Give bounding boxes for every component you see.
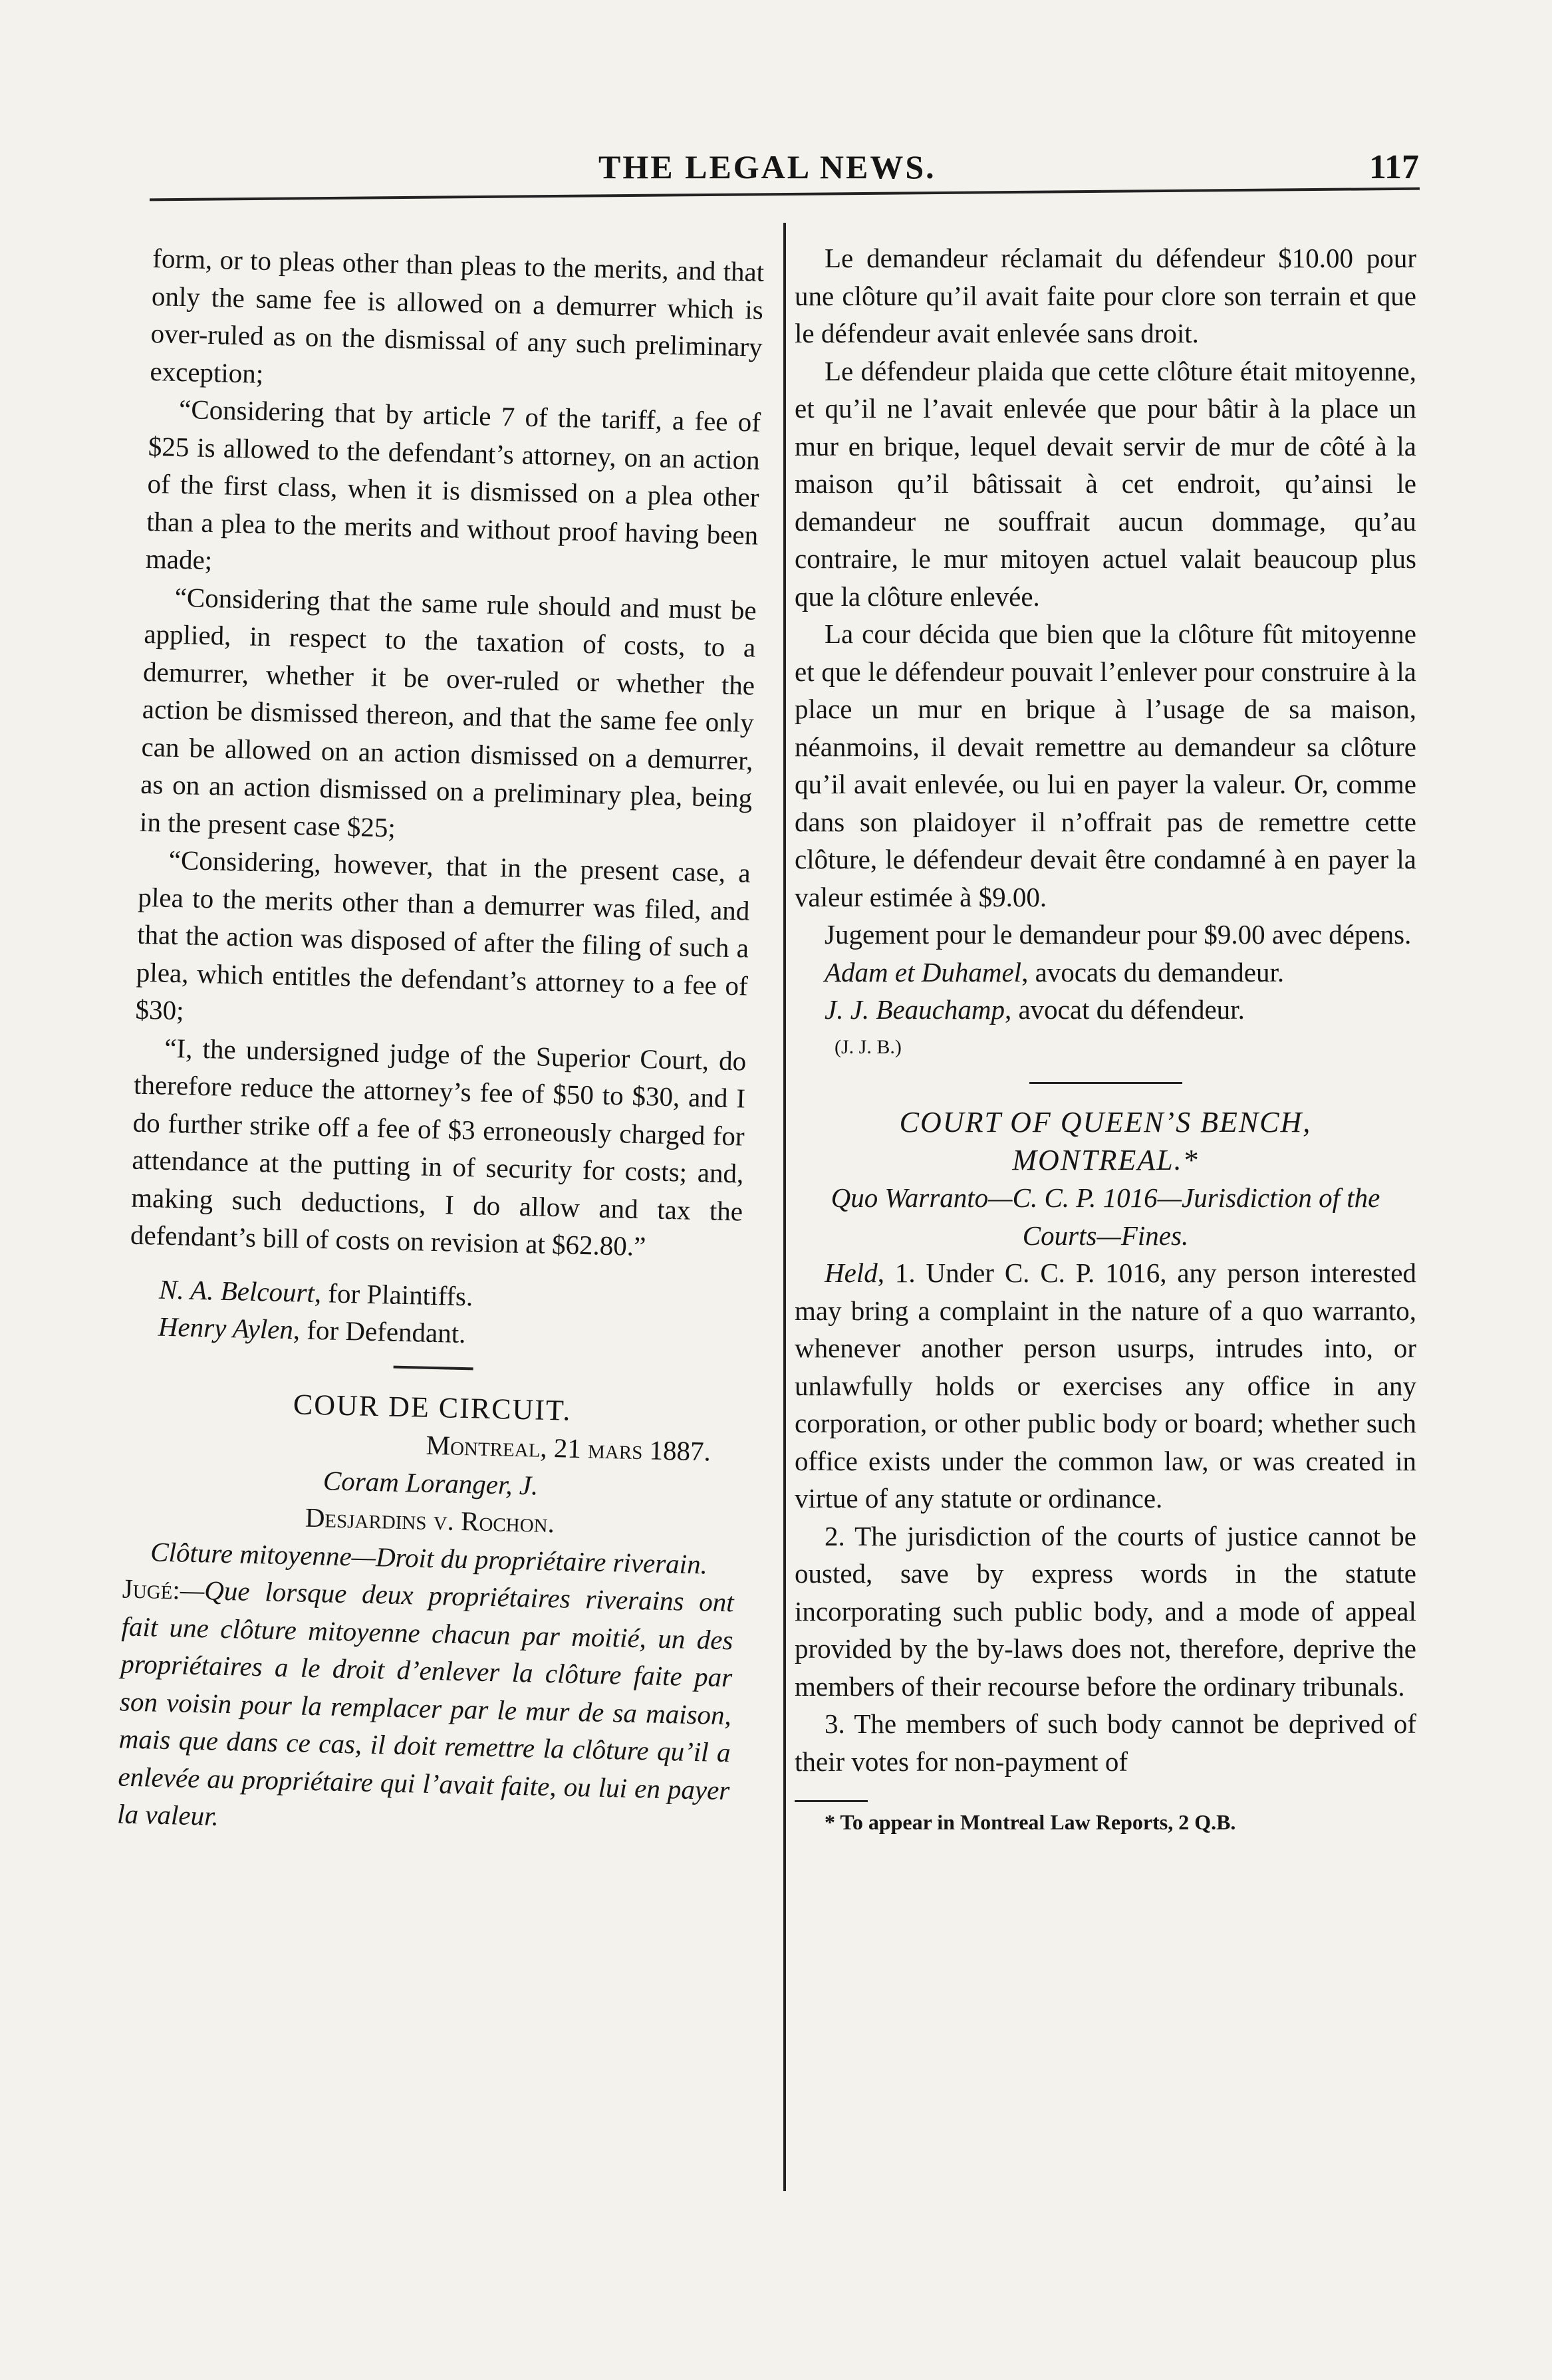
- coram: Coram Loranger, J.: [323, 1464, 539, 1501]
- juge-label: Jugé:: [122, 1573, 181, 1605]
- case-subject-right: Quo Warranto—C. C. P. 1016—Jurisdiction of the Courts—Fines.: [831, 1182, 1380, 1251]
- footnote-rule: [795, 1800, 868, 1802]
- judgment-paragraph: Jugement pour le demandeur pour $9.00 avec dépens.: [825, 919, 1412, 950]
- intro-paragraph: form, or to pleas other than pleas to the merits, and that only the same fee is allowed on a demurrer which is over-ruled as on the dismissal of any such preliminary exception;: [149, 242, 765, 389]
- case-subject: Clôture mitoyenne—Droit du propriétaire riverain.: [150, 1535, 708, 1579]
- advocate-plaintiff-role: , avocats du demandeur.: [1021, 956, 1285, 988]
- advocate-plaintiff: [795, 954, 1416, 992]
- counsel-defendant-role: , for Defendant.: [293, 1314, 466, 1349]
- court-heading: COUR DE CIRCUIT.: [293, 1387, 573, 1427]
- considering-paragraph-3: “Considering, however, that in the present case, a plea to the merits other than a demurrer was filed, and that the action was disposed of after the filing of such a plea, which entitles the defendant’s attorney to a fee of $30;: [135, 844, 751, 1026]
- reporter-initials: (J. J. B.): [835, 1035, 902, 1058]
- counsel-plaintiffs-role: , for Plaintiffs.: [314, 1277, 473, 1311]
- held-paragraph-2: 2. The jurisdiction of the courts of justice cannot be ousted, save by express words in the statute incorporating such public body, and a mode of appeal provided by the by-laws does not, therefore, deprive the members of their recourse before the ordinary tribunals.: [795, 1520, 1416, 1702]
- undersigned-paragraph: “I, the undersigned judge of the Superior Court, do therefore reduce the attorney’s fee of $50 to $30, and I do further strike off a fee of $3 erroneously charged for attendance at the putting in of security for costs; and, making such deductions, I do allow and tax the defendant’s bill of costs on revision at $62.80.”: [130, 1032, 747, 1262]
- facts-paragraph-1: Le demandeur réclamait du défendeur $10.00 pour une clôture qu’il avait faite pour clore son terrain et que le défendeur avait enlevée sans droit.: [795, 243, 1416, 348]
- page-number: 117: [1368, 148, 1419, 186]
- court-heading-line-1: COURT OF QUEEN’S BENCH,: [899, 1106, 1312, 1138]
- section-divider-right: [1029, 1082, 1182, 1084]
- counsel-defendant-name: Henry Aylen: [158, 1311, 294, 1345]
- juge-text: —Que lorsque deux propriétaires riverains ont fait une clôture mitoyenne chacun par moitié, un des propriétaires a le droit d’enlever la clôture faite par son voisin pour la remplacer par le mur de sa maison, mais que dans ce cas, il doit remettre la clôture qu’il a enlevée au propriétaire qui l’avait faite, ou lui en payer la valeur.: [116, 1574, 735, 1831]
- case-parties: Desjardins v. Rochon.: [305, 1502, 555, 1539]
- counsel-plaintiffs-name: N. A. Belcourt: [158, 1273, 315, 1308]
- held-paragraph-1: [795, 1254, 1416, 1518]
- decision-paragraph: La cour décida que bien que la clôture fût mitoyenne et que le défendeur pouvait l’enlever pour construire à la place un mur en brique à l’usage de sa maison, néanmoins, il devait remettre au demandeur sa clôture qu’il avait enlevée, ou lui en payer la valeur. Or, comme dans son plaidoyer il n’offrait pas de remettre cette clôture, le défendeur devait être condamné à en payer la valeur estimée à $9.00.: [795, 618, 1416, 912]
- footnote: * To appear in Montreal Law Reports, 2 Q.B.: [825, 1810, 1236, 1834]
- advocate-plaintiff-names: Adam et Duhamel: [825, 956, 1022, 988]
- advocate-defendant-names: J. J. Beauchamp: [825, 994, 1005, 1025]
- running-header: [0, 148, 1552, 194]
- held-text-1: , 1. Under C. C. P. 1016, any person interested may bring a complaint in the nature of a quo warranto, whenever another person usurps, intrudes into, or unlawfully holds or exercises any office in any corporation, or other public body or board; whether such office exists under the common law, or was created in virtue of any statute or ordinance.: [795, 1257, 1416, 1514]
- column-divider: [783, 223, 786, 2191]
- advocate-defendant-role: , avocat du défendeur.: [1004, 994, 1245, 1025]
- holding: [117, 1569, 735, 1846]
- right-column: [795, 239, 1416, 1835]
- considering-paragraph-1: “Considering that by article 7 of the tariff, a fee of $25 is allowed to the defendant’s attorney, on an action of the first class, when it is dismissed on a plea other than a plea to the merits and without proof having been made;: [145, 393, 761, 576]
- held-paragraph-3: 3. The members of such body cannot be deprived of their votes for non-payment of: [795, 1708, 1416, 1777]
- considering-paragraph-2: “Considering that the same rule should and must be applied, in respect to the taxation of costs, to a demurrer, whether it be over-ruled or whether the action be dismissed thereon, and that the same fee only can be allowed on an action dismissed on a demurrer, as on an action dismissed on a preliminary plea, being in the present case $25;: [139, 581, 757, 843]
- section-divider: [394, 1365, 473, 1370]
- place-date: Montreal, 21 mars 1887.: [426, 1429, 711, 1467]
- facts-paragraph-2: Le défendeur plaida que cette clôture était mitoyenne, et qu’il ne l’avait enlevée que pour bâtir à la place un mur en brique, lequel devait servir de mur de côté à la maison qu’il bâtissait à cet endroit, qu’ainsi le demandeur ne souffrait aucun dommage, qu’au contraire, le mur mitoyen actuel valait beaucoup plus que la clôture enlevée.: [795, 355, 1416, 612]
- advocate-defendant: [795, 991, 1416, 1029]
- journal-title: THE LEGAL NEWS.: [598, 148, 936, 186]
- court-heading-line-2: MONTREAL.*: [1012, 1143, 1199, 1176]
- left-column: [117, 239, 765, 1847]
- held-label: Held: [825, 1257, 878, 1288]
